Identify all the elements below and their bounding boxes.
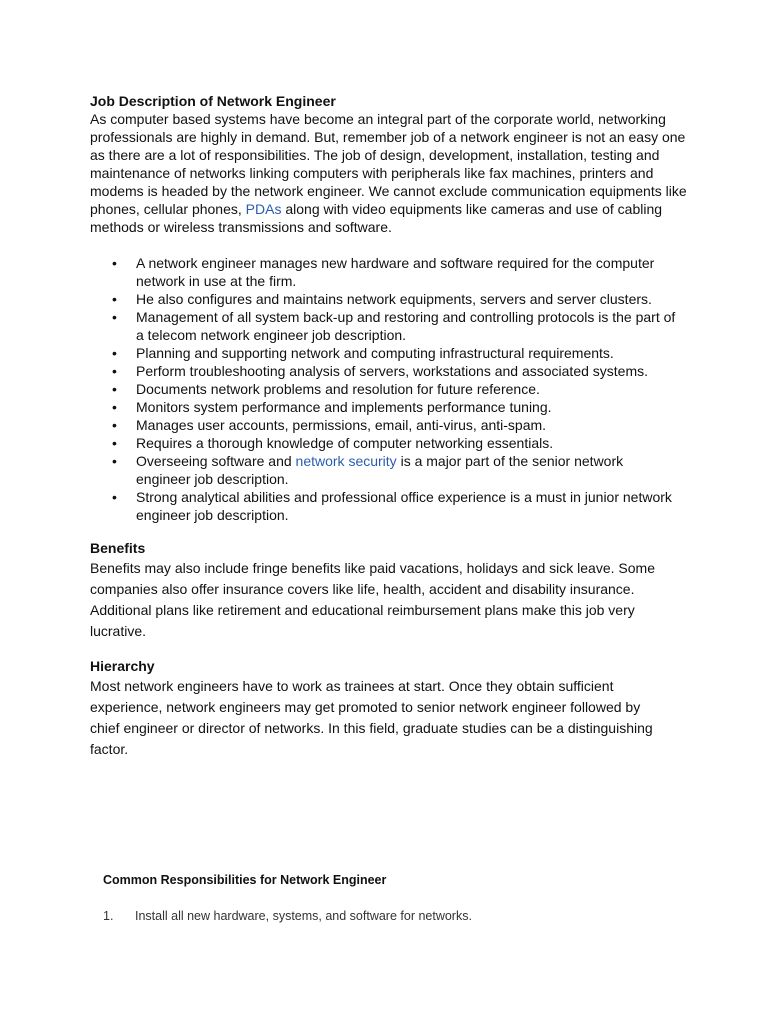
bullet-icon: •: [112, 381, 117, 397]
bullet-icon: •: [112, 363, 117, 379]
document-page: [90, 92, 690, 760]
list-item: • Requires a thorough knowledge of computer networking essentials.: [112, 435, 554, 451]
benefits-paragraph: Benefits may also include fringe benefits like paid vacations, holidays and sick leave. Some companies also offer insurance covers like life, health, accident and disability insurance. Additional plans like retirement and educational reimbursement plans make this job very lucrative.: [90, 560, 655, 639]
bullet-icon: •: [112, 345, 117, 361]
bullet-icon: •: [112, 255, 117, 271]
list-item: • Monitors system performance and implements performance tuning.: [112, 399, 552, 415]
bullet-icon: •: [112, 291, 117, 307]
item-number: 1.: [103, 909, 114, 923]
bullet-icon: •: [112, 435, 117, 451]
hierarchy-paragraph: Most network engineers have to work as trainees at start. Once they obtain sufficient experience, network engineers may get promoted to senior network engineer followed by chief engineer or director of networks. In this field, graduate studies can be a distinguishing factor.: [90, 678, 653, 757]
network-security-link[interactable]: network security: [295, 453, 397, 469]
bullet-icon: •: [112, 453, 117, 469]
duties-list: [90, 254, 690, 524]
bullet-icon: •: [112, 489, 117, 505]
bullet-icon: •: [112, 309, 117, 325]
intro-paragraph: [90, 110, 690, 236]
item-text: Install all new hardware, systems, and software for networks.: [135, 909, 472, 923]
list-item: • Overseeing software and network security is a major part of the senior network engineer job description.: [112, 453, 624, 487]
list-item: • Documents network problems and resolution for future reference.: [112, 381, 540, 397]
list-item: • Strong analytical abilities and professional office experience is a must in junior network engineer job description.: [112, 489, 672, 523]
list-item: • Planning and supporting network and computing infrastructural requirements.: [112, 345, 614, 361]
intro-text-part1: As computer based systems have become an integral part of the corporate world, networking professionals are highly in demand. But, remember job of a network engineer is not an easy one as there are a lot of responsibilities. The job of design, development, installation, testing and maintenance of networks linking computers with peripherals like fax machines, printers and modems is headed by the network engineer. We cannot exclude communication equipments like phones, cellular phones,: [90, 111, 687, 217]
responsibilities-list: [103, 907, 472, 925]
list-item: • He also configures and maintains network equipments, servers and server clusters.: [112, 291, 652, 307]
list-item: • Perform troubleshooting analysis of servers, workstations and associated systems.: [112, 363, 649, 379]
list-item: [103, 907, 472, 925]
intro-text-part2: along with video equipments like cameras and use of cabling methods or wireless transmissions and software.: [90, 201, 663, 235]
bullet-icon: •: [112, 399, 117, 415]
document-title: Job Description of Network Engineer: [90, 93, 336, 109]
pdas-link[interactable]: PDAs: [245, 201, 282, 217]
hierarchy-heading: Hierarchy: [90, 658, 155, 674]
responsibilities-heading: Common Responsibilities for Network Engineer: [103, 873, 387, 887]
bullet-icon: •: [112, 417, 117, 433]
list-item: • Management of all system back-up and restoring and controlling protocols is the part of a telecom network engineer job description.: [112, 309, 676, 343]
list-item: • Manages user accounts, permissions, email, anti-virus, anti-spam.: [112, 417, 547, 433]
benefits-heading: Benefits: [90, 540, 146, 556]
list-item: • A network engineer manages new hardware and software required for the computer network in use at the firm.: [112, 255, 655, 289]
